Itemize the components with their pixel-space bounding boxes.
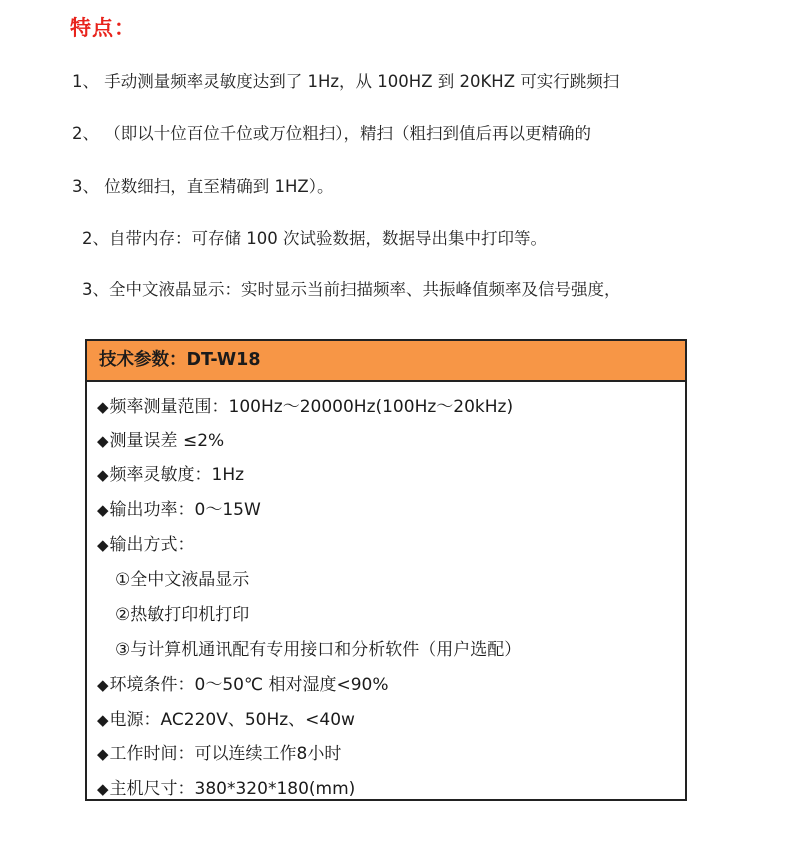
param-row [97, 739, 341, 764]
param-text: 测量误差 ≤2% [109, 431, 225, 451]
feature-number: 3、 [82, 280, 109, 299]
feature-line [72, 173, 333, 197]
diamond-bullet-icon: ◆ [97, 711, 109, 729]
tech-params-box [85, 339, 687, 801]
diamond-bullet-icon: ◆ [97, 745, 109, 763]
param-text: ③与计算机通讯配有专用接口和分析软件（用户选配） [115, 640, 522, 660]
feature-number: 2、 [72, 124, 99, 143]
param-text: ②热敏打印机打印 [115, 605, 250, 625]
diamond-bullet-icon: ◆ [97, 676, 109, 694]
feature-line [72, 68, 619, 92]
diamond-bullet-icon: ◆ [97, 536, 109, 554]
param-row [97, 460, 244, 485]
param-text: 频率测量范围：100Hz～20000Hz(100Hz～20kHz) [109, 397, 514, 417]
diamond-bullet-icon: ◆ [97, 398, 109, 416]
param-row [97, 705, 355, 730]
param-text: 电源：AC220V、50Hz、<40w [109, 710, 355, 730]
param-subrow [115, 600, 249, 625]
feature-line [72, 120, 591, 144]
feature-number: 3、 [72, 177, 99, 196]
feature-text: 手动测量频率灵敏度达到了 1Hz，从 100HZ 到 20KHZ 可实行跳频扫 [99, 72, 620, 91]
param-subrow [115, 565, 249, 590]
diamond-bullet-icon: ◆ [97, 501, 109, 519]
feature-text: 位数细扫，直至精确到 1HZ）。 [99, 177, 334, 196]
feature-text: 全中文液晶显示：实时显示当前扫描频率、共振峰值频率及信号强度， [109, 280, 621, 299]
param-row [97, 495, 261, 520]
param-text: ①全中文液晶显示 [115, 570, 250, 590]
param-text: 主机尺寸：380*320*180(mm) [109, 779, 356, 799]
param-text: 环境条件：0～50℃ 相对湿度<90% [109, 675, 389, 695]
feature-line [82, 225, 547, 249]
param-row [97, 774, 355, 799]
param-row [97, 530, 195, 555]
feature-line [82, 276, 621, 300]
feature-text: （即以十位百位千位或万位粗扫），精扫（粗扫到值后再以更精确的 [99, 124, 591, 143]
param-row [97, 670, 389, 695]
tech-params-title: 技术参数：DT-W18 [87, 341, 685, 382]
diamond-bullet-icon: ◆ [97, 780, 109, 798]
features-heading: 特点： [70, 16, 136, 40]
param-text: 工作时间：可以连续工作8小时 [109, 744, 342, 764]
feature-number: 1、 [72, 72, 99, 91]
param-text: 输出功率：0～15W [109, 500, 261, 520]
param-row [97, 392, 513, 417]
diamond-bullet-icon: ◆ [97, 466, 109, 484]
diamond-bullet-icon: ◆ [97, 432, 109, 450]
param-row [97, 426, 224, 451]
feature-number: 2、 [82, 229, 109, 248]
param-subrow [115, 635, 521, 660]
param-text: 频率灵敏度：1Hz [109, 465, 245, 485]
feature-text: 自带内存：可存储 100 次试验数据，数据导出集中打印等。 [109, 229, 547, 248]
param-text: 输出方式： [109, 535, 195, 555]
